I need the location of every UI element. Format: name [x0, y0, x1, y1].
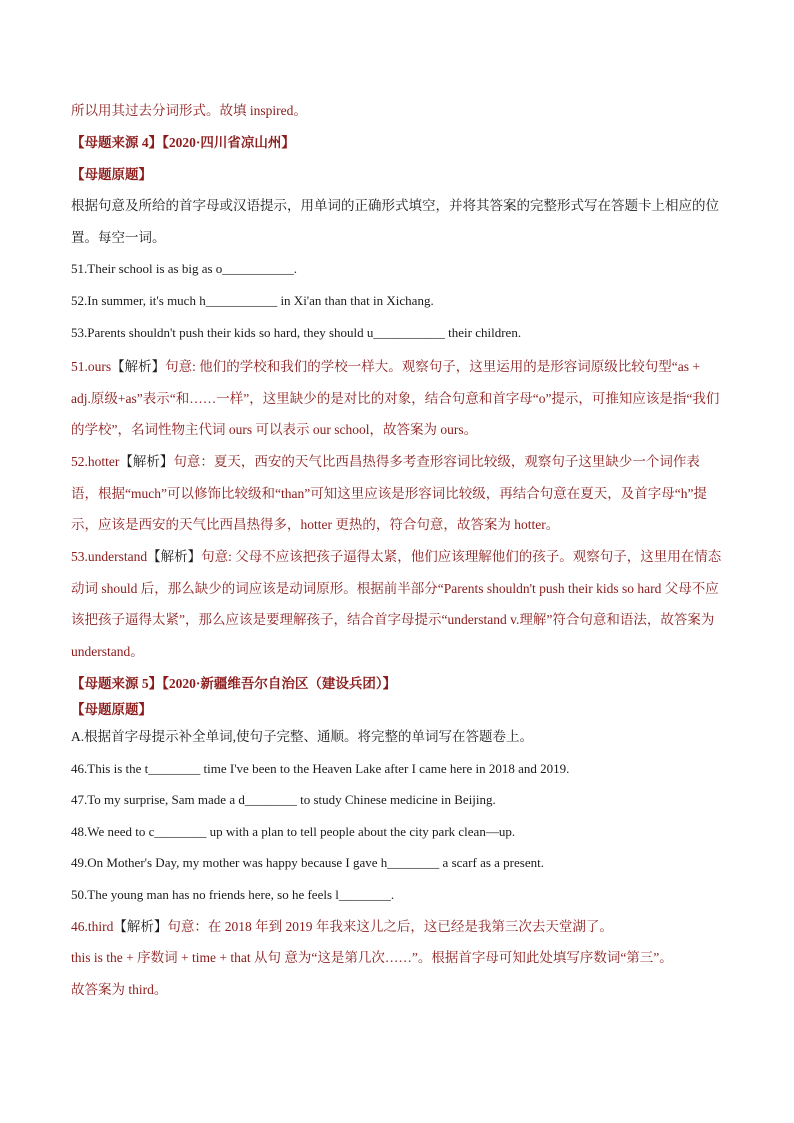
source5-detail: 【2020·新疆维吾尔自治区（建设兵团）】	[162, 676, 397, 691]
source4-question-53: 53.Parents shouldn't push their kids so hard, they should u___________ their children.	[71, 325, 522, 340]
source5-question-49: 49.On Mother's Day, my mother was happy because I gave h________ a scarf as a present.	[71, 855, 544, 870]
source5-heading	[71, 674, 396, 694]
source5-question-46: 46.This is the t________ time I've been to the Heaven Lake after I came here in 2018 and 2019.	[71, 761, 570, 776]
source4-tag: 【母题来源 4】	[71, 135, 163, 150]
source5-question-47: 47.To my surprise, Sam made a d________ to study Chinese medicine in Beijing.	[71, 792, 496, 807]
answer-52	[71, 446, 723, 541]
answer-46-line3: 故答案为 third。	[71, 982, 168, 997]
answer-53-label: 【解析】	[147, 549, 202, 564]
answer-52-head: 52.hotter	[71, 454, 120, 469]
answer-52-text: 句意：夏天，西安的天气比西昌热得多考查形容词比较级，观察句子这里缺少一个词作表语，根据“much”可以修饰比较级和“than”可知这里应该是形容词比较级，再结合句意在夏天，及首字母“h”提示，应该是西安的天气比西昌热得多，hotter 更热的，符合句意，故答案为 hotter。	[71, 454, 707, 532]
source5-question-48: 48.We need to c________ up with a plan to tell people about the city park clean—up.	[71, 824, 516, 839]
answer-51-head: 51.ours	[71, 359, 112, 374]
answer-46-line2: this is the + 序数词 + time + that 从句 意为“这是第几次……”。根据首字母可知此处填写序数词“第三”。	[71, 950, 673, 965]
source5-original-label: 【母题原题】	[71, 702, 152, 717]
intro-line: 所以用其过去分词形式。故填 inspired。	[71, 103, 307, 118]
answer-46-text: 句意：在 2018 年到 2019 年我来这儿之后，这已经是我第三次去天堂湖了。	[167, 919, 613, 934]
source5-tag: 【母题来源 5】	[71, 676, 163, 691]
answer-53-head: 53.understand	[71, 549, 148, 564]
answer-46	[71, 917, 613, 937]
answer-53	[71, 541, 723, 667]
answer-51-text: 句意: 他们的学校和我们的学校一样大。观察句子，这里运用的是形容词原级比较句型“as + adj.原级+as”表示“和……一样”，这里缺少的是对比的对象，结合句意和首字母“o”提示，可推知应该是指“我们的学校”，名词性物主代词 ours 可以表示 our school，故答案为 ours。	[71, 359, 720, 437]
answer-53-text: 句意: 父母不应该把孩子逼得太紧，他们应该理解他们的孩子。观察句子，这里用在情态动词 should 后，那么缺少的词应该是动词原形。根据前半部分“Parents shouldn't push their kids so hard 父母不应该把孩子逼得太紧”，那么应该是要理解孩子，结合首字母提示“understand v.理解”符合句意和语法，故答案为 understand。	[71, 549, 722, 659]
answer-46-label: 【解析】	[113, 919, 168, 934]
source4-question-51: 51.Their school is as big as o___________.	[71, 261, 298, 276]
source4-heading	[71, 133, 295, 153]
source4-question-52: 52.In summer, it's much h___________ in Xi'an than that in Xichang.	[71, 293, 434, 308]
source4-original-label: 【母题原题】	[71, 167, 152, 182]
answer-51	[71, 351, 723, 446]
answer-51-label: 【解析】	[111, 359, 166, 374]
answer-52-label: 【解析】	[119, 454, 174, 469]
source4-instruction: 根据句意及所给的首字母或汉语提示，用单词的正确形式填空，并将其答案的完整形式写在答题卡上相应的位置。每空一词。	[71, 198, 719, 245]
source5-question-50: 50.The young man has no friends here, so he feels l________.	[71, 887, 395, 902]
source5-instruction: A.根据首字母提示补全单词,使句子完整、通顺。将完整的单词写在答题卷上。	[71, 729, 533, 744]
source4-detail: 【2020·四川省凉山州】	[162, 135, 295, 150]
answer-46-head: 46.third	[71, 919, 114, 934]
